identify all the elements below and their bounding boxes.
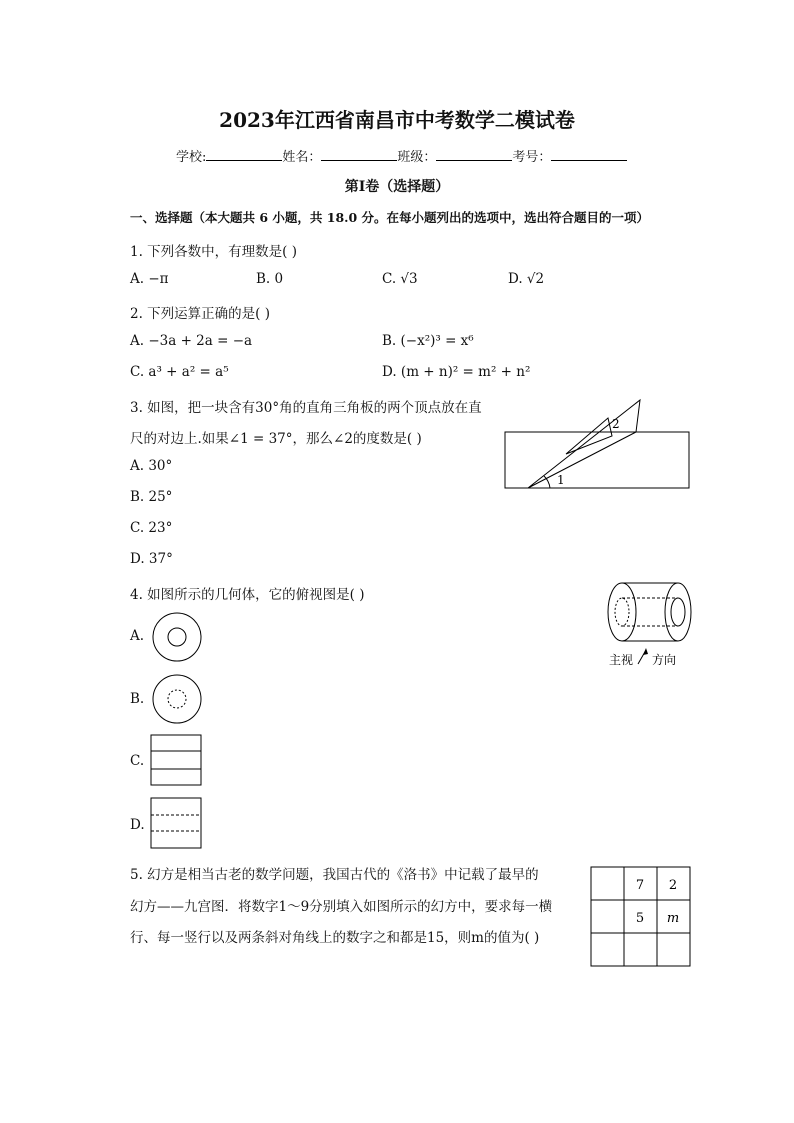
outer-circle bbox=[153, 675, 201, 723]
cylinder-left-ellipse bbox=[608, 583, 636, 641]
q4-option-c[interactable]: C. bbox=[130, 753, 145, 769]
q4-option-d[interactable]: D. bbox=[130, 817, 145, 833]
q3-stem-line2: 尺的对边上.如果∠1 = 37°，那么∠2的度数是( ) bbox=[130, 431, 422, 447]
volume-heading: 第Ⅰ卷（选择题） bbox=[344, 179, 450, 195]
q5-stem-line2: 幻方——九宫图．将数字1～9分别填入如图所示的幻方中，要求每一横 bbox=[130, 899, 553, 915]
angle1-label: 1 bbox=[557, 473, 565, 487]
q2-option-c[interactable]: C. a³ + a² = a⁵ bbox=[130, 364, 229, 380]
q4-stem: 4. 如图所示的几何体，它的俯视图是( ) bbox=[130, 587, 365, 603]
q3-stem-line1: 3. 如图，把一块含有30°角的直角三角板的两个顶点放在直 bbox=[130, 400, 482, 416]
student-info-line bbox=[176, 146, 627, 165]
name-field[interactable] bbox=[321, 148, 397, 161]
angle2-label: 2 bbox=[612, 417, 620, 431]
class-label: 班级： bbox=[397, 150, 437, 165]
inner-circle bbox=[168, 628, 186, 646]
view-arrowhead bbox=[643, 648, 648, 655]
hole-right-ellipse bbox=[671, 598, 685, 626]
triangle-inner bbox=[566, 418, 612, 454]
hole-left-ellipse bbox=[615, 598, 629, 626]
q2-option-b[interactable]: B. (−x²)³ = x⁶ bbox=[382, 333, 474, 349]
school-label: 学校: bbox=[176, 150, 207, 165]
ruler-rect bbox=[505, 432, 689, 488]
view-caption-right: 方向 bbox=[652, 653, 677, 667]
q1-stem: 1. 下列各数中，有理数是( ) bbox=[130, 244, 297, 260]
q4-option-c-figure bbox=[150, 734, 204, 788]
grid-cell-r1c3: 2 bbox=[668, 878, 678, 893]
q3-option-c[interactable]: C. 23° bbox=[130, 520, 173, 536]
triangle-outer bbox=[528, 400, 640, 488]
q4-option-d-figure bbox=[150, 797, 204, 851]
view-rect bbox=[151, 735, 201, 785]
grid-cell-r1c2: 7 bbox=[635, 878, 645, 893]
paper-title: 2023年江西省南昌市中考数学二模试卷 bbox=[219, 108, 575, 132]
q1-option-b[interactable]: B. 0 bbox=[256, 271, 284, 287]
cylinder-right-ellipse bbox=[665, 583, 691, 641]
q3-option-d[interactable]: D. 37° bbox=[130, 551, 173, 567]
q1-option-c[interactable]: C. √3 bbox=[382, 271, 418, 287]
q1-option-a[interactable]: A. −π bbox=[130, 271, 169, 287]
section-heading: 一、选择题（本大题共 6 小题，共 18.0 分。在每小题列出的选项中，选出符合题目的一项） bbox=[130, 210, 650, 225]
q4-option-b[interactable]: B. bbox=[130, 691, 145, 707]
q3-ruler-triangle-figure bbox=[500, 392, 695, 492]
q1-option-d[interactable]: D. √2 bbox=[508, 271, 545, 287]
q4-option-b-figure bbox=[150, 672, 204, 726]
q2-stem: 2. 下列运算正确的是( ) bbox=[130, 306, 270, 322]
q5-stem-line3: 行、每一竖行以及两条斜对角线上的数字之和都是15，则m的值为( ) bbox=[130, 930, 540, 946]
class-field[interactable] bbox=[436, 148, 512, 161]
q2-option-a[interactable]: A. −3a + 2a = −a bbox=[130, 333, 253, 349]
name-label: 姓名： bbox=[282, 150, 322, 165]
view-caption-left: 主视 bbox=[609, 653, 634, 667]
exam-number-label: 考号： bbox=[512, 150, 552, 165]
school-field[interactable] bbox=[206, 148, 282, 161]
q5-stem-line1: 5. 幻方是相当古老的数学问题，我国古代的《洛书》中记载了最早的 bbox=[130, 867, 539, 883]
q4-option-a-figure bbox=[150, 610, 204, 664]
exam-number-field[interactable] bbox=[551, 148, 627, 161]
q5-magic-square-grid bbox=[590, 866, 692, 968]
inner-circle-dashed bbox=[168, 690, 186, 708]
q4-option-a[interactable]: A. bbox=[130, 628, 145, 644]
grid-cell-r2c3: m bbox=[666, 911, 680, 926]
q2-option-d[interactable]: D. (m + n)² = m² + n² bbox=[382, 364, 531, 380]
outer-circle bbox=[153, 613, 201, 661]
view-rect bbox=[151, 798, 201, 848]
grid-cell-r2c2: 5 bbox=[635, 911, 645, 926]
q3-option-a[interactable]: A. 30° bbox=[130, 458, 173, 474]
q4-hollow-cylinder-figure bbox=[600, 578, 700, 670]
q3-option-b[interactable]: B. 25° bbox=[130, 489, 173, 505]
